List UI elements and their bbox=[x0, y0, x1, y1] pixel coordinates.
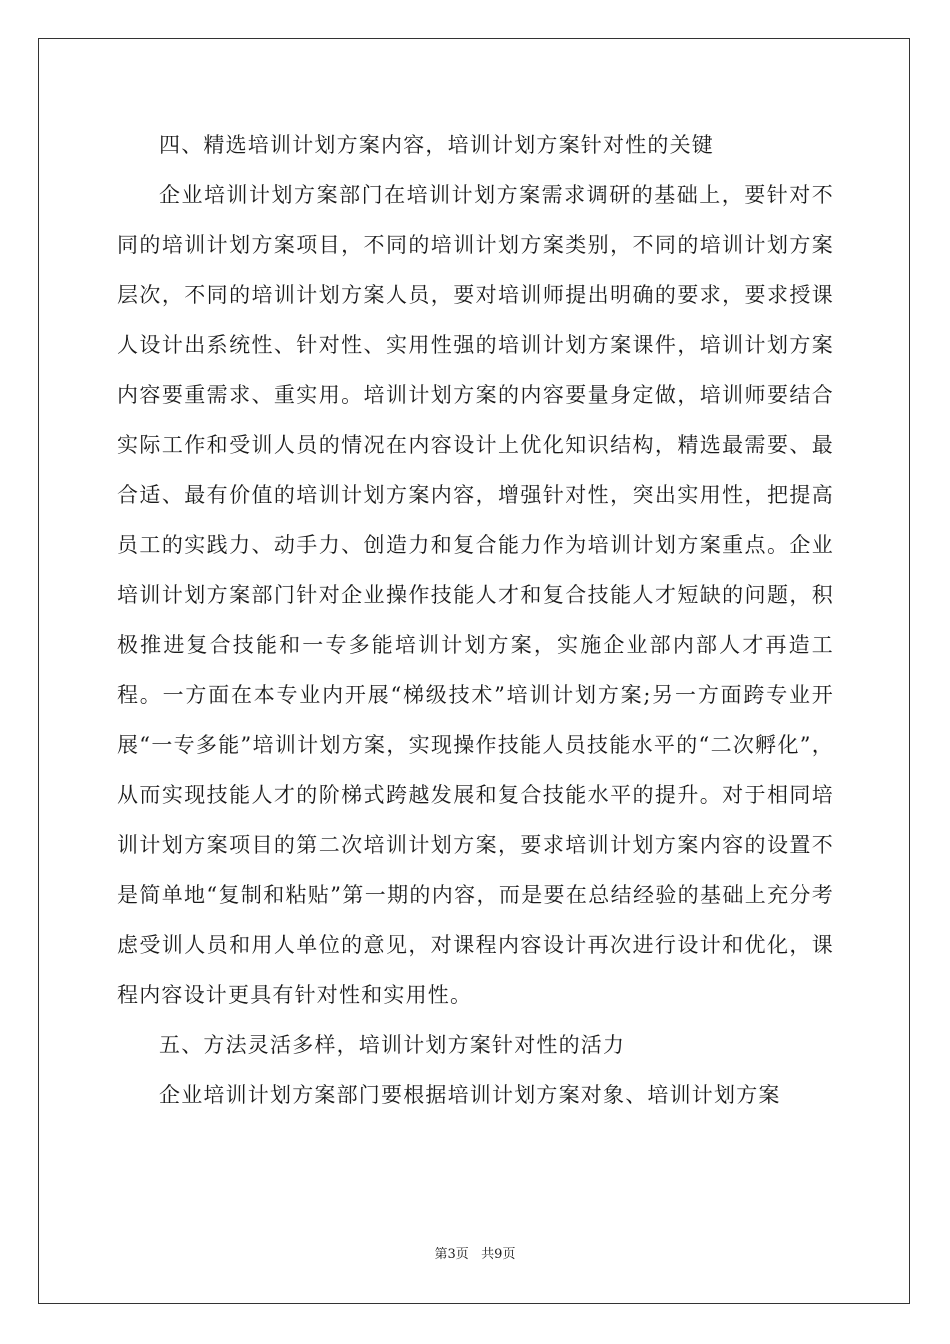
page-number-footer: 第3页 共9页 bbox=[434, 1247, 516, 1262]
document-body bbox=[117, 120, 834, 1120]
body-paragraph: 企业培训计划方案部门在培训计划方案需求调研的基础上，要针对不同的培训计划方案项目，不同的培训计划方案类别，不同的培训计划方案层次，不同的培训计划方案人员，要对培训师提出明确的要求，要求授课人设计出系统性、针对性、实用性强的培训计划方案课件，培训计划方案内容要重需求、重实用。培训计划方案的内容要量身定做，培训师要结合实际工作和受训人员的情况在内容设计上优化知识结构，精选最需要、最合适、最有价值的培训计划方案内容，增强针对性，突出实用性，把提高员工的实践力、动手力、创造力和复合能力作为培训计划方案重点。企业培训计划方案部门针对企业操作技能人才和复合技能人才短缺的问题，积极推进复合技能和一专多能培训计划方案，实施企业部内部人才再造工程。一方面在本专业内开展“梯级技术”培训计划方案;另一方面跨专业开展“一专多能”培训计划方案，实现操作技能人员技能水平的“二次孵化”，从而实现技能人才的阶梯式跨越发展和复合技能水平的提升。对于相同培训计划方案项目的第二次培训计划方案，要求培训计划方案内容的设置不是简单地“复制和粘贴”第一期的内容，而是要在总结经验的基础上充分考虑受训人员和用人单位的意见，对课程内容设计再次进行设计和优化，课程内容设计更具有针对性和实用性。 bbox=[117, 183, 834, 1007]
body-paragraph-continued: 企业培训计划方案部门要根据培训计划方案对象、培训计划方案 bbox=[159, 1083, 781, 1107]
section-heading-4: 四、精选培训计划方案内容，培训计划方案针对性的关键 bbox=[159, 133, 714, 157]
section-heading-5: 五、方法灵活多样，培训计划方案针对性的活力 bbox=[159, 1033, 626, 1057]
